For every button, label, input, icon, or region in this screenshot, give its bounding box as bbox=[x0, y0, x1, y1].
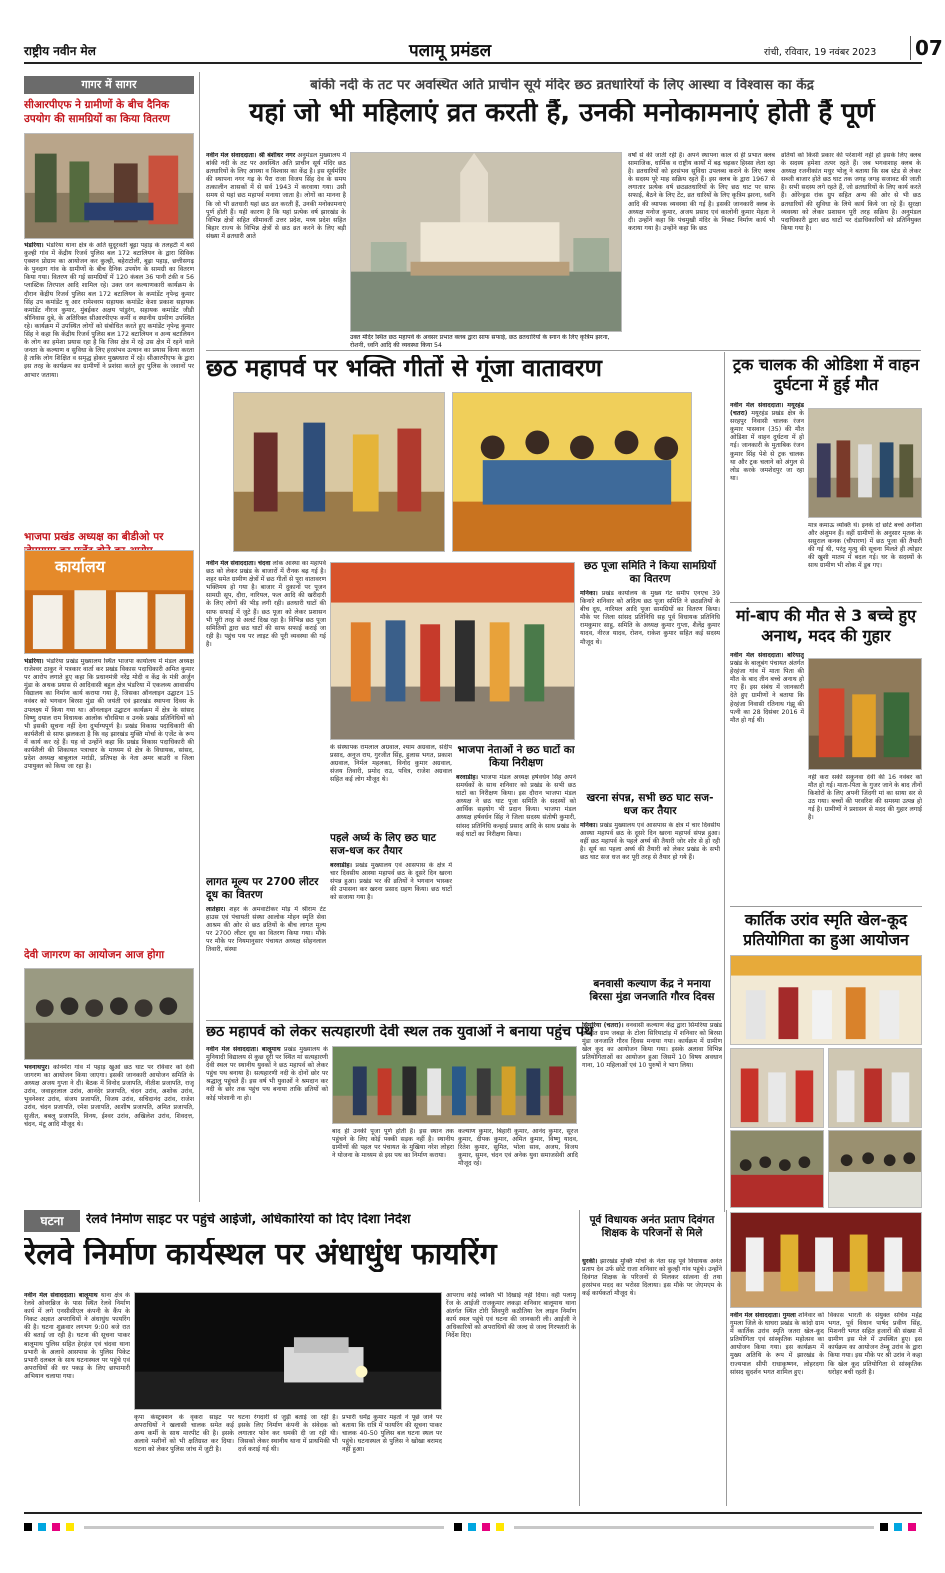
top-headline: यहां जो भी महिलाएं व्रत करती हैं, उनकी मनोकामनाएं होती हैं पूर्ण bbox=[249, 99, 875, 128]
samiti-dateline: मनिका। bbox=[580, 590, 598, 597]
path-body-1: प्रखंड मुख्यालय के मुनियादी विद्यालय से कुछ दूरी पर स्थित मां सत्यहारणी देवी स्थल पर स्थानीय युवकों ने छठ महापर्व को लेकर पहुंच पथ बनाया है। सत्यहारणी नदी के दोनों छोर पर श्रद्धालु पहुंचते हैं। इस वर्ष भी युवाओं ने श्रमदान कर नदी के छोर तक पहुंच पथ बनाया ताकि व्रतियों को कोई परेशानी ना हो। bbox=[206, 1046, 328, 1102]
chhath-cost-headline: लागत मूल्य पर 2700 लीटर दूध का वितरण bbox=[206, 876, 319, 901]
sidebar-body-bjp: भंडरिया प्रखंड मुख्यालय स्थित भाजपा कार्यालय में मंडल अध्यक्ष राजेश्वर ठाकुर ने पत्रकार वार्ता कर प्रखंड विकास पदाधिकारी अमित कुमार पर आरोप लगाते हुए कहा कि प्रधानमंत्री नरेंद्र मोदी व केंद्र के मंत्री अर्जुन मुंडा के अथक प्रयास से आदिवासी बहुल क्षेत्र भंडरिया में एकलव्य आवासीय विद्यालय का निर्माण कार्य कराया गया है, जिसका ऑनलाइन उद्घाटन 15 नवंबर को भगवान बिरसा मुंडा की जयंती एवं झारखंड स्थापना दिवस के उपलक्ष्य में किया गया था। ऑनलाइन उद्घाटन कार्यक्रम में क्षेत्र के सांसद विष्णु दयाल राम विधायक आलोक चौरसिया व उनके प्रखंड प्रतिनिधियों को भी इसकी सूचना नहीं देना दुर्भाग्यपूर्ण है। प्रखंड विकास पदाधिकारी की कार्यशैली से साफ झलकता है कि वह झारखंड मुक्ति मोर्चा के एजेंट के रूप में कार्य कर रहे हैं। यह वो उन्होंने कहा कि प्रखंड विकास पदाधिकारी की कार्यशैली की शिकायत पत्राचार के माध्यम से क्षेत्र के विधायक, सांसद, प्रदेश अध्यक्ष बाबूलाल मरांडी, प्रतिपक्ष के नेता अमर बाउरी व जिला उपायुक्त को किया जा रहा है। bbox=[24, 658, 194, 771]
teacher-dateline: धुरकी। bbox=[582, 1258, 598, 1265]
photo-crpf-distribution bbox=[24, 133, 194, 239]
photo-police-vehicle-night bbox=[134, 1292, 442, 1410]
top-kicker: बांकी नदी के तट पर अवस्थित अति प्राचीन सूर्य मंदिर छठ व्रतधारियों के लिए आस्था व विश्वास का केंद्र bbox=[310, 78, 814, 93]
chhath-body-1: लोक आस्था का महापर्व छठ को लेकर प्रखंड के बाजारों में रौनक बढ़ गई है। शहर समेत ग्रामीण क्षेत्रों में छठ गीतों से पूरा वातावरण भक्तिमय हो गया है। बाजार में दुकानों पर पूजन सामग्री सूप, दौरा, नारियल, फल आदि की खरीदारी के लिए लोगों की भीड़ लगी रही। व्रतधारी घाटों की साफ सफाई में जुटे हैं। छठ पूजा को लेकर प्रशासन भी पूरी तरह से अलर्ट दिख रहा है। विभिन्न छठ पूजा समितियों द्वारा छठ घाटों की साफ सफाई कराई जा रही है। पहुंच पथ पर लाइट की पूरी व्यवस्था की गई है। bbox=[206, 560, 326, 648]
footer-rule bbox=[24, 1512, 922, 1514]
photo-kartik-dancers-1 bbox=[730, 1048, 824, 1128]
kartik-dateline: नवीन मेल संवाददाता। गुमला bbox=[730, 1312, 796, 1319]
truck-story-col1 bbox=[730, 402, 804, 598]
firing-kicker: रेलवे निर्माण साइट पर पहुंचे आईजी, अधिकारियों को दिए दिशा निर्देश bbox=[86, 1213, 411, 1227]
top-body-1: अनुमंडल मुख्यालय में बांकी नदी के तट पर अवस्थित अति प्राचीन सूर्य मंदिर छठ व्रतधारियों के लिए आस्था व विश्वास का केंद्र है। इस सूर्यमंदिर की स्थापना नगर गढ़ के पैरा राजा विजय सिंह देव के समय तत्कालीन शासकों में से सर्व 1943 में करवाया गया। उसी समय से यहां छठ महापर्व मनाया जाता है। लोगों का मानना है कि जो भी व्रतधारी यहां छठ व्रत करती हैं, उनकी मनोकामनाएं पूर्ण होती हैं। यही कारण है कि यहां प्रत्येक वर्ष झारखंड के विभिन्न क्षेत्रों सहित सीमावर्ती उत्तर प्रदेश, मध्य प्रदेश सहित बिहार राज्य के विभिन्न क्षेत्रों से छठ व्रत करने के लिए बड़ी संख्या में व्रतधारी आते bbox=[206, 152, 346, 240]
sidebar-dateline-crpf: भंडरिया। bbox=[24, 242, 44, 249]
samiti-headline: छठ पूजा समिति ने किया सामग्रियों का वितरण bbox=[584, 560, 716, 585]
chhath-photo-caption: के संस्थापक रामलाल अग्रवाल, श्याम अग्रवाल, संदीप प्रसाद, अनुज राय, गुरजीत सिंह, हुलास भगत, प्रकाश अग्रवाल, निर्मल महलका, विनोद कुमार अग्रवाल, संजय तिवारी, प्रमोद राउ, पवित्र, राजेश अग्रवाल सहित कई लोग मौजूद थे। bbox=[330, 744, 452, 784]
orphans-body-1: प्रखंड के बालूबंग पंचायत अंतर्गत हेरहंजा गांव में माता पिता की मौत के बाद तीन बच्चे अनाथ हो गए हैं। इस संबंध में जानकारी देते हुए ग्रामीणों ने बताया कि हेरहंजा निवासी रतिनाथ गंझू की पत्नी का 28 दिसंबर 2016 में मौत हो गई थी। bbox=[730, 660, 804, 724]
truck-dateline: नवीन मेल संवाददाता। मयूरहंड (चतरा) bbox=[730, 402, 804, 418]
chhath-cost-dateline: लातेहार। bbox=[206, 906, 226, 913]
chhath-story-col1 bbox=[206, 560, 326, 872]
birsa-body: वनवासी कल्याण केंद्र द्वारा सिमरिया प्रखंड अंतर्गत ग्राम जबड़ा के टोला सिरियाटांड़ में शनिवार को बिरसा मुंडा जनजाति गौरव दिवस मनाया गया। कार्यक्रम में ग्रामीण खेल कूद का आयोजन किया गया। इसके अलावा विभिन्न प्रतियोगिताओं का आयोजन हुआ जिसमें 10 विषय अवधान गाना, 10 महिलाओं एवं 10 पुरुषों ने भाग लिया। bbox=[582, 1022, 722, 1070]
photo-chhath-group bbox=[452, 392, 692, 552]
chhath-cost-body: शहर के अमवाटीकर मोड़ में श्रीराम टेंट हाउस एवं पंचायती संस्था आलोक मोहन स्मृति सेवा आश्रम की ओर से छठ व्रतियों के बीच लागत मूल्य पर 2700 लीटर दूध का वितरण किया गया। मौके पर मौके पर नियमानुसार पंचायत अध्यक्ष सोहनलाल तिवारी, संस्था bbox=[206, 906, 326, 954]
photo-kartik-performers bbox=[730, 1212, 922, 1308]
photo-kartik-crowd-1 bbox=[730, 1130, 824, 1208]
bjp-inspection-body: भाजपा मंडल अध्यक्ष हर्षवर्धन सिंह अपने समर्थकों के साथ शनिवार को प्रखंड के सभी छठ घाटों का निरीक्षण किया। इस दौरान भाजपा मंडल अध्यक्ष ने छठ घाट पूजा समिति के सदस्यों को आर्थिक सहयोग भी प्रदान किया। भाजपा मंडल अध्यक्ष हर्षवर्धन सिंह ने जिला सदस्य संतोषी कुमारी, सांसद प्रतिनिधि कन्हाई प्रसाद आदि के साथ प्रखंड के कई घाटों का निरीक्षण किया। bbox=[456, 774, 576, 838]
top-story-col1 bbox=[206, 152, 346, 344]
newspaper-logo: राष्ट्रीय नवीन मेल bbox=[24, 44, 96, 58]
section-title: पलामू प्रमंडल bbox=[409, 41, 492, 61]
kartik-body-2: विकास भारती के संयुक्त सचिव महेंद्र भगत, पूर्व विधान पार्षद प्रवीण सिंह, मिशनरी भगत सहित हजारों की संख्या में ग्रामीण इस मेले में उपस्थित हुए। इस कार्यक्रम का आयोजन तेम्बू उरांव के द्वारा किया गया। इस मौके पर श्री उरांव ने कहा कि खेल कूद प्रतियोगिता से सांस्कृतिक धरोहर बची रहती है। bbox=[828, 1312, 922, 1376]
page-number: 07 bbox=[910, 36, 943, 60]
kartik-divider bbox=[726, 1210, 727, 1506]
sidebar-body-crpf: भंडरिया थाना क्षेत्र के अति सुदूरवर्ती बूढ़ा पहाड़ के तलहटी में बसे कुल्ही गांव में केंद्रीय रिजर्व पुलिस बल 172 बटालियन के द्वारा सिविक एक्शन प्रोग्राम का आयोजन कर कुल्ही, बहेराटोली, बूढ़ा पहाड़, छत्तीसगढ़ के पुनदाग गांव के ग्रामीणों के बीच दैनिक उपयोग के सामग्री का वितरण किया गया। वितरण की गई सामग्रियों में 120 कंबल 36 पानी टंकी व 56 प्लास्टिक तिरपाल आदि शामिल रहे। उक्त जन कल्याणकारी कार्यक्रम के दौरान केंद्रीय रिजर्व पुलिस बल 172 बटालियन के कमांडेंट नृपेन्द्र कुमार सिंह उप कमांडेंट यू आर रामेश्वरम सहायक कमांडेंट केशा प्रकाश सहायक कमांडेंट नीरज कुमार, मुंबईकर अक्षय पांडुरंग, सहायक कमांडेंट जीडी श्रीनिवास दुबे, के अतिरिक्त सीआरपीएफ कर्मी व स्थानीय ग्रामीण उपस्थित रहे। कार्यक्रम में उपस्थित लोगों को संबोधित करते हुए कमांडेंट नृपेन्द्र कुमार सिंह ने कहा कि केंद्रीय रिजर्व पुलिस बल 172 बटालियन व अन्य बटालियन के लोग का हमेशा प्रयास रहा है कि जिस क्षेत्र में रहे उस क्षेत्र में रहने वाले जनता के कल्याण व सुविधा के लिए हरसंभव उत्थान का प्रयास किया करता है ताकि लोग शिक्षित व समृद्ध होकर मुख्यधारा में रहे। सीआरपीएफ के द्वारा इस तरह के कार्यक्रम का ग्रामीणों ने प्रशंसा करते हुए पुलिस के जवानों पर आभार जताया। bbox=[24, 242, 194, 379]
orphans-divider bbox=[730, 906, 922, 907]
photo-chhath-market bbox=[233, 392, 445, 552]
chhath-dateline: नवीन मेल संवाददाता। चंदवा bbox=[206, 560, 271, 567]
firing-dateline: नवीन मेल संवाददाता। बालूमाथ bbox=[24, 1292, 98, 1299]
top-body-2: वर्षों से की जाती रही है। अपने स्थापना काल से ही प्रभात क्लब सामाजिक, धार्मिक व राष्ट्रीय कार्यों में बढ़ चढ़कर हिस्सा लेता रहा है। व्रतधारियों को हरसंभव सुविधा उपलब्ध कराने के लिए क्लब के सदस्य पूरे माह सक्रिय रहते हैं। इस क्लब के द्वारा 1967 से लगातार प्रत्येक वर्ष छठव्रतधारियों के लिए छठ घाट पर साफ सफाई, बैठने के लिए टेंट, व्रत धारियों के लिए कृत्रिम झरना, ध्वनि आदि की व्यापक व्यवस्था की गई है। इसकी जानकारी क्लब के अध्यक्ष मनोज कुमार, अजय प्रसाद एवं कालोनी कुमार मेहता ने दी। उन्होंने कहा कि पंचमुखी मंदिर के निकट निर्माण कार्य भी कराया गया है। उन्होंने कहा कि छठ bbox=[628, 152, 775, 232]
firing-body-5: आपराध कोई व्यक्ति भी दिखाई नहीं दिया। वहीं पलामू रेंज के आईजी राजकुमार लकड़ा शनिवार बालूमाथ थाना अंतर्गत स्थित टोरी शिवपुरी कठौतिया रेल लाइन निर्माण कार्य स्थल पहुंचे एवं घटना की जानकारी ली। आईजी ने अधिकारियों को अपराधियों की जल्द से जल्द गिरफ्तारी के निर्देश दिए। bbox=[446, 1292, 576, 1340]
firing-body-3: घटना रंगदारी से जुड़ी बताई जा रही है। इसके लिए निर्माण कंपनी के संवेदक को लगातार फोन कर धमकी दी जा रही थी। जिसको लेकर स्थानीय थाना में प्राथमिकी भी दर्ज कराई गई थी। bbox=[238, 1414, 338, 1454]
teacher-story bbox=[582, 1258, 722, 1504]
sidebar-headline-bjp: भाजपा प्रखंड अध्यक्ष का बीडीओ पर bbox=[24, 531, 164, 543]
masthead bbox=[24, 34, 943, 64]
kharna-body: प्रखंड मुख्यालय एवं आसपास के क्षेत्र में चार दिवसीय आस्था महापर्व छठ के दूसरे दिन खरना महापर्व संपन्न हुआ। वहीं छठ महापर्व के पहले अर्घ्य की तैयारी जोर शोर से हो रही है। सूर्य का पहला अर्घ्य की तैयारी को लेकर प्रखंड के सभी छठ घाट सज धज कर पूरी तरह से तैयार हो गये हैं। bbox=[580, 822, 720, 862]
sidebar-story-bjp bbox=[24, 658, 194, 940]
truck-divider bbox=[730, 602, 922, 603]
samiti-body: प्रखंड कार्यालय के मुख्य गेट समीप एनएच 39 किनारे शनिवार को अदित्य छठ पूजा समिति ने छठव्रतियों के बीच दूध, नारियल आदि पूजा सामग्रियों का वितरण किया। मौके पर जिला सांसद प्रतिनिधि सह पूर्व विधायक प्रतिनिधि रामकुमार साहु, समिति के अध्यक्ष कुमार गुप्ता, शैलेंद्र कुमार यादव, नीरज यादव, रोशन, राकेश कुमार सहित कई सदस्य मौजूद थे। bbox=[580, 590, 720, 646]
orphans-story-col1 bbox=[730, 652, 804, 902]
photo-kartik-dancers-2 bbox=[828, 1048, 922, 1128]
bjp-inspection-story bbox=[456, 774, 576, 1016]
path-story-col1 bbox=[206, 1046, 328, 1202]
top-body-3: व्रतियों को किसी प्रकार की परेशानी नहीं हो इसके लिए क्लब के सदस्य हमेशा तत्पर रहते हैं। जब भगवाशाह क्लब के अध्यक्ष रजनीकांत मधुर भोलू ने बताया कि सब स्टेड से लेकर सब्जी बाजार होते छठ घाट तक जगह जगह सजावट की जाती है। सभी सदस्य लगे रहते हैं, जो व्रतधारियों के लिए कार्य करते हैं। ओरेन्ड्रस रांक ग्रुप सहित अन्य की ओर से भी छठ व्रतधारियों की सुविधा के लिये कार्य किये जा रहे हैं। सुरक्षा व्यवस्था को लेकर प्रशासन पूरी तरह सक्रिय है। अनुमंडल पदाधिकारी द्वारा छठ घाटों पर दंडाधिकारियों को प्रतिनियुक्त किया गया है। bbox=[781, 152, 921, 232]
photo-milk-distribution bbox=[330, 562, 575, 740]
firing-body-1: थाना क्षेत्र के रेलवे ओवरब्रिज के पास स्थित रेलवे निर्माण कार्य में लगे एनसीसीएल कंपनी के कैंप के निकट अज्ञात अपराधियों ने अंधाधुंध फायरिंग की है। घटना शुक्रवार लगभग 9:00 बजे रात की बताई जा रही है। घटना की सूचना पाकर बालूमाथ पुलिस सहित हेरहंज एवं चंदवा थाना प्रभारी के अलावे आसपास के पुलिस पिकेट प्रभारी दलबल के साथ घटनास्थल पर पहुंचे एवं अपराधियों की धर पकड़ के लिए छापामारी अभियान चलाया गया। bbox=[24, 1292, 130, 1380]
truck-headline: ट्रक चालक की ओडिशा में वाहन दुर्घटना में हुई मौत bbox=[732, 355, 920, 394]
sidebar-dateline-bjp: भंडरिया। bbox=[24, 658, 44, 665]
photo-truck-villagers bbox=[808, 408, 922, 518]
firing-body-2: कृपा कंस्ट्रक्शन के वृकरा साइट पर अपराधियों ने खलासी चालक समेत कई अन्य कर्मी के साथ मारपीट की है। इसके अलावे मशीनों को भी क्षतिग्रस्त कर दिया। घटना को लेकर पुलिस जांच में जुटी है। bbox=[134, 1414, 234, 1454]
dateline: रांची, रविवार, 19 नवंबर 2023 bbox=[764, 47, 877, 58]
right-column-divider bbox=[724, 352, 725, 1212]
photo-sun-temple bbox=[350, 152, 622, 332]
photo-bjp-office bbox=[24, 550, 194, 654]
path-headline: छठ महापर्व को लेकर सत्यहारणी देवी स्थल तक युवाओं ने बनाया पहुंच पथ bbox=[206, 1024, 594, 1040]
bjp-inspection-headline: भाजपा नेताओं ने छठ घाटों का किया निरीक्षण bbox=[457, 744, 575, 769]
kartik-body-1: शनिवार को गुमला जिले के घाघरा प्रखंड के कांदो ग्राम में कार्तिक उरांव स्मृति जतरा खेल-कूद प्रतियोगिता एवं सांस्कृतिक महोत्सव का आयोजन किया गया। इस कार्यक्रम में मुख्य अतिथि के रूप में झारखंड के राज्यपाल सीपी राधाकृष्णन, लोहरदगा सांसद सुदर्शन भगत शामिल हुए। bbox=[730, 1312, 824, 1376]
photo-kartik-stage bbox=[730, 955, 922, 1045]
sidebar-body-jagran: कोनमेंरा गांव में पहाड़ खुआं छठ घाट पर रविवार को देवी जागरण का आयोजन किया जाएगा। इसकी जानकारी आयोजन समिति के अध्यक्ष अजय गुप्ता ने दी। बैठक में विनोद प्रजापति, नीतीश प्रजापति, राजू उरांव, जवाहरलाल उरांव, आनंदेर प्रजापति, चंदन उरांव, अशोक उरांव, भुवनेश्वर उरांव, संजय प्रजापति, विजय उरांव, सचिदानंद उरांव, राजेश उरांव, चंदन प्रजापति, रमेश प्रजापति, आशीष प्रजापति, अमित प्रजापति, सुजीत, बबलू प्रजापति, विनय, ईश्वर उरांव, अखिलेश उरांव, शिवदत्त, चंदन, मंटू आदि मौजूद थे। bbox=[24, 1064, 194, 1128]
kartik-story-col1 bbox=[730, 1312, 824, 1504]
sidebar-dateline-jagran: भवनाथपुर। bbox=[24, 1064, 50, 1071]
chhath-arghya-story bbox=[330, 862, 452, 1016]
birsa-dateline: सिमरिया (चतरा)। bbox=[582, 1022, 624, 1029]
samiti-story bbox=[580, 590, 720, 788]
orphans-headline: मां-बाप की मौत से 3 बच्चे हुए अनाथ, मदद की गुहार bbox=[735, 606, 917, 645]
chhath-headline: छठ महापर्व पर भक्ति गीतों से गूंजा वातावरण bbox=[206, 355, 602, 382]
firing-story-col1 bbox=[24, 1292, 130, 1504]
sidebar-headline-jagran: देवी जागरण का आयोजन आज होगा bbox=[24, 949, 165, 961]
kartik-headline: कार्तिक उरांव स्मृति खेल-कूद प्रतियोगिता का हुआ आयोजन bbox=[743, 911, 909, 949]
truck-body-1: मयूरहंड प्रखंड क्षेत्र के सरहपुर निवासी चालक रंजन कुमार पासवान (35) की मौत ओडिशा में वाहन दुर्घटना में हो गई। जानकारी के मुताबिक रंजन कुमार सिंह पेशे से ट्रक चालक था और ट्रक चलाने को अंगुल से लोड करके जमशेदपुर जा रहा था। bbox=[730, 410, 804, 482]
birsa-story bbox=[582, 1022, 722, 1202]
chhath-arghya-dateline: बरवाडीह। bbox=[330, 862, 353, 869]
mid-divider bbox=[206, 1020, 721, 1021]
chhath-arghya-body: प्रखंड मुख्यालय एवं आसपास के क्षेत्र में चार दिवसीय आस्था महापर्व छठ के दूसरे दिन खरना संपन्न हुआ। प्रखंड भर की व्रतियों ने भगवान भास्कर की उपासना कर खरना प्रसाद ग्रहण किया। छठ घाटों को सजाया गया है। bbox=[330, 862, 452, 902]
sidebar-label: गागर में सागर bbox=[24, 76, 194, 94]
top-dateline: नवीन मेल संवाददाता। श्री बंशीधर नगर bbox=[206, 152, 296, 159]
firing-body-4: प्रभारी धर्मेंद्र कुमार महतो ने पूछे जाने पर बताया कि रात्रि में फायरिंग की सूचना पाकर चालक 40-50 पुलिस बल घटना स्थल पर पहुंचे। घटनास्थल से पुलिस ने खोखा बरामद नहीं हुआ। bbox=[342, 1414, 442, 1454]
sidebar-story-crpf bbox=[24, 242, 194, 532]
truck-body-2: मात्र कमाऊ व्यक्ति थे। इनके दो छोटे बच्चे अनीशा और अंशुमन हैं। वहीं ग्रामीणों के अनुसार मृतक के ससुराल कनक (चौपारण) में छठ पूजा की तैयारी की गई थी, परंतु मृत्यु की सूचना मिलते ही त्योहार की खुशी मातम में बदल गई। घर के सदस्यों के साथ ग्रामीण भी शोक में डूब गए। bbox=[808, 522, 922, 570]
path-photo-caption: बाद ही उनकी पूजा पूर्ण होती है। इस स्थान तक पहुंचने के लिए कोई पक्की सड़क नहीं है। स्थानीय ग्रामीणों की पहल पर पंचायत के मुखिया नरेश लोहरा ने योजना के माध्यम से इस पथ का निर्माण कराया। bbox=[332, 1128, 454, 1160]
chhath-arghya-headline: पहले अर्घ्य के लिए छठ घाट सज-धज कर तैयार bbox=[330, 832, 436, 857]
teacher-headline: पूर्व विधायक अनंत प्रताप दिवंगत शिक्षक के परिजनों से मिले bbox=[589, 1214, 715, 1239]
firing-kicker-bar bbox=[24, 1210, 577, 1232]
photo-youth-group bbox=[332, 1046, 577, 1124]
sidebar-story-jagran bbox=[24, 1064, 194, 1194]
path-body-2: कल्याण कुमार, बिहारी कुमार, आनंद कुमार, सूरज कुमार, दीपक कुमार, अमित कुमार, विष्णु यादव, रितेश कुमार, सुमित, भोला साव, अजय, विजय कुमार, सुमन, चंदन एवं अनेक युवा समाजसेवी आदि मौजूद रहे। bbox=[458, 1128, 578, 1168]
photo-kartik-crowd-2 bbox=[828, 1130, 922, 1208]
bjp-inspection-dateline: बरवाडीह। bbox=[456, 774, 479, 781]
sidebar-headline-crpf: सीआरपीएफ ने ग्रामीणों के बीच दैनिक उपयोग की सामग्रियों का किया वितरण bbox=[24, 99, 170, 125]
top-divider bbox=[206, 350, 921, 351]
kharna-headline: खरना संपन्न, सभी छठ घाट सज-धज कर तैयार bbox=[586, 792, 714, 817]
top-photo-caption: उक्त मंदिर स्थित छठ महापर्व के अवसर प्रभात क्लब द्वारा साफ सफाई, छठ व्रतधारियों के स्नान के लिए कृत्रिम झरना, रोशनी, ध्वनि आदि की व्यवस्था किया 54 bbox=[350, 334, 610, 349]
orphans-body-2: नहीं करा सकी सकुनवा देवी की 16 नवंबर को मौत हो गई। माता-पिता के गुजर जाने के बाद तीनों किशोरों के लिए अपनी जिंदगी मां का साया सर से उठ गया। बच्चों की परवरिश की समस्या उत्पन्न हो गई है। ग्रामीणों ने प्रशासन से मदद की गुहार लगाई है। bbox=[808, 774, 922, 822]
firing-headline: रेलवे निर्माण कार्यस्थल पर अंधाधुंध फायरिंग bbox=[24, 1238, 497, 1272]
photo-jagran-meeting bbox=[24, 968, 194, 1060]
photo-bjp-signboard-text: कार्यालय bbox=[55, 557, 105, 576]
path-dateline: नवीन मेल संवाददाता। बालूमाथ bbox=[206, 1046, 281, 1053]
orphans-dateline: नवीन मेल संवाददाता। बरियातू bbox=[730, 652, 804, 659]
chhath-cost-story bbox=[206, 906, 326, 1016]
firing-tag: घटना bbox=[24, 1210, 80, 1232]
teacher-body: झारखंड मुक्ति मोर्चा के नेता सह पूर्व विधायक अनंत प्रताप देव उर्फ छोटे राजा शनिवार को कुल्ही गांव पहुंचे। उन्होंने दिवंगत शिक्षक के परिजनों से मिलकर सांत्वना दी तथा हरसंभव मदद का भरोसा दिलाया। इस मौके पर जेएमएम के कई कार्यकर्ता मौजूद थे। bbox=[582, 1258, 722, 1298]
print-registration-strip bbox=[24, 1520, 922, 1534]
photo-orphan-children bbox=[808, 658, 922, 770]
sidebar-divider bbox=[199, 72, 200, 1202]
birsa-headline: बनवासी कल्याण केंद्र ने मनाया बिरसा मुंडा जनजाति गौरव दिवस bbox=[589, 978, 715, 1003]
kharna-dateline: मनिका। bbox=[580, 822, 598, 829]
firing-divider bbox=[579, 1210, 580, 1506]
